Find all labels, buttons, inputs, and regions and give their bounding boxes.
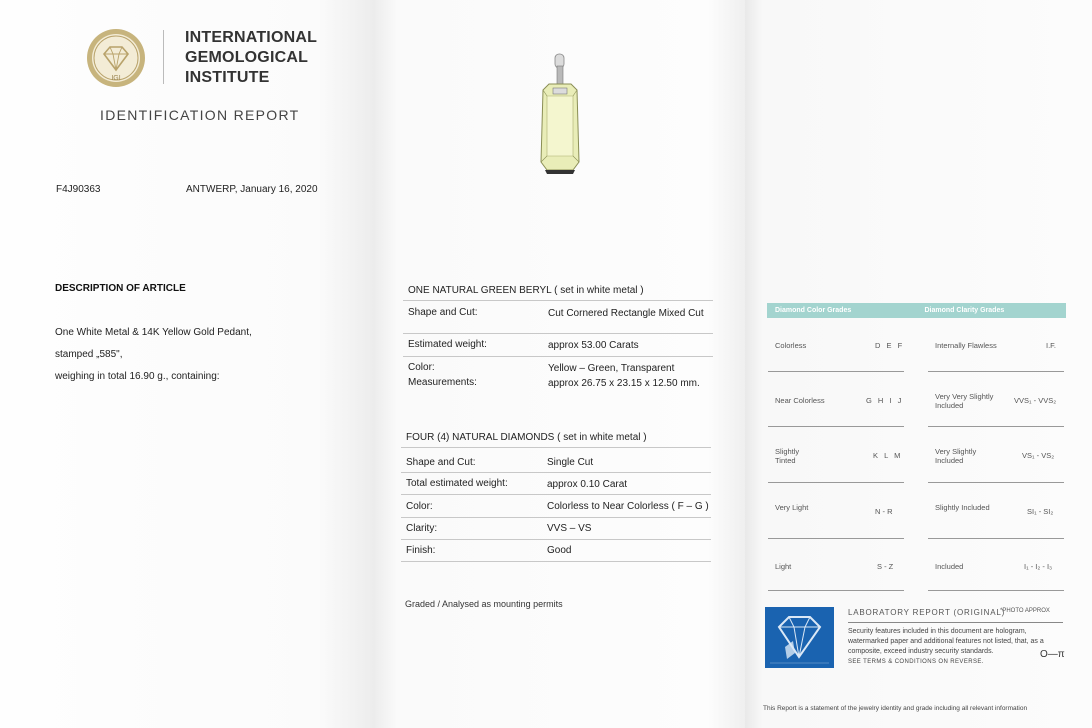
diamond-row-rule [401, 561, 711, 562]
diamonds-heading-rule [401, 447, 711, 448]
diamonds-heading: FOUR (4) NATURAL DIAMONDS ( set in white metal ) [406, 432, 647, 443]
beryl-row-rule [403, 356, 713, 357]
institute-name-line-1: INTERNATIONAL [185, 29, 318, 46]
igi-diamond-logo [765, 607, 834, 668]
color-grade-name: Colorless [775, 341, 807, 350]
article-line-1: One White Metal & 14K Yellow Gold Pedant, [55, 327, 252, 338]
grade-row-rule [768, 538, 904, 539]
institute-name-line-3: INSTITUTE [185, 69, 270, 86]
beryl-measure-value: approx 26.75 x 23.15 x 12.50 mm. [548, 378, 700, 389]
institute-name [185, 28, 345, 88]
graded-note: Graded / Analysed as mounting permits [405, 599, 563, 609]
grade-row-rule [928, 538, 1064, 539]
clarity-grade-letters: I.F. [1046, 341, 1057, 350]
beryl-color-label: Color: [408, 362, 435, 373]
color-grade-letters: K L M [873, 451, 903, 460]
diamond-row-rule [401, 517, 711, 518]
beryl-color-value: Yellow – Green, Transparent [548, 363, 675, 374]
key-icon: O—π [1040, 649, 1065, 660]
article-heading: DESCRIPTION OF ARTICLE [55, 283, 186, 294]
diamond-shape-label: Shape and Cut: [406, 457, 476, 468]
color-grade-letters: D E F [875, 341, 905, 350]
diamond-finish-label: Finish: [406, 545, 436, 556]
diamond-clarity-value: VVS – VS [547, 523, 592, 534]
pendant-photo [535, 52, 585, 182]
beryl-weight-value: approx 53.00 Carats [548, 340, 639, 351]
color-grades-header: Diamond Color Grades [775, 307, 852, 314]
grade-row-rule [928, 590, 1064, 591]
institute-name-line-2: GEMOLOGICAL [185, 49, 309, 66]
article-line-2: stamped „585", [55, 349, 123, 360]
color-grade-letters: G H I J [866, 396, 904, 405]
diamond-color-value: Colorless to Near Colorless ( F – G ) [547, 501, 709, 512]
grade-row-rule [928, 371, 1064, 372]
diamond-row-rule [401, 494, 711, 495]
grade-row-rule [928, 426, 1064, 427]
clarity-grade-name: Internally Flawless [935, 341, 997, 350]
color-grade-letters: N - R [875, 507, 893, 516]
diamond-row-rule [401, 539, 711, 540]
grades-table [767, 303, 1066, 318]
seal-text: IGI [111, 75, 121, 82]
color-grade-name: Very Light [775, 503, 809, 512]
color-grade-name: Light [775, 562, 792, 571]
clarity-grade-letters: SI₁ - SI₂ [1027, 507, 1054, 516]
color-grade-name: Slightly Tinted [775, 447, 800, 465]
color-grade-name: Near Colorless [775, 396, 825, 405]
beryl-heading-rule [403, 300, 713, 301]
lab-report-title: LABORATORY REPORT (ORIGINAL) [848, 608, 1006, 617]
grades-table-header [767, 303, 1066, 318]
beryl-weight-label: Estimated weight: [408, 339, 487, 350]
article-line-3: weighing in total 16.90 g., containing: [55, 371, 220, 382]
grade-row-rule [768, 371, 904, 372]
diamond-shape-value: Single Cut [547, 457, 594, 468]
clarity-grade-letters: VVS₁ - VVS₂ [1014, 396, 1057, 405]
diamond-color-label: Color: [406, 501, 433, 512]
beryl-row-rule [403, 333, 713, 334]
color-grade-letters: S - Z [877, 562, 894, 571]
grade-row-rule [928, 482, 1064, 483]
photo-approx-note: *PHOTO APPROX [1000, 608, 1050, 614]
lab-title-rule [848, 622, 1063, 623]
report-place-date: ANTWERP, January 16, 2020 [186, 184, 318, 195]
beryl-measure-label: Measurements: [408, 377, 477, 388]
clarity-grade-name: Very Slightly Included [935, 447, 977, 465]
beryl-heading: ONE NATURAL GREEN BERYL ( set in white metal ) [408, 285, 644, 296]
diamond-clarity-label: Clarity: [406, 523, 438, 534]
igi-seal-icon [86, 28, 146, 88]
clarity-grades-header: Diamond Clarity Grades [924, 307, 1005, 314]
clarity-grade-name: Included [935, 562, 964, 571]
diamond-row-rule [401, 472, 711, 473]
header-divider [163, 30, 164, 84]
report-title: IDENTIFICATION REPORT [100, 107, 300, 123]
security-text [848, 627, 1065, 667]
diamond-finish-value: Good [547, 545, 572, 556]
beryl-shape-value: Cut Cornered Rectangle Mixed Cut [548, 308, 704, 319]
diamond-weight-label: Total estimated weight: [406, 478, 508, 489]
report-number: F4J90363 [56, 184, 101, 195]
grade-row-rule [768, 590, 904, 591]
clarity-grade-name: Very Very Slightly Included [935, 392, 994, 410]
diamond-weight-value: approx 0.10 Carat [547, 479, 628, 490]
report-statement: This Report is a statement of the jewelry identity and grade including all relevant information [763, 705, 1028, 712]
grade-row-rule [768, 426, 904, 427]
clarity-grade-letters: I₁ - I₂ - I₃ [1024, 562, 1053, 571]
clarity-grade-letters: VS₁ - VS₂ [1022, 451, 1055, 460]
security-features-text: Security features included in this document are hologram, watermarked paper and additional features not listed, that, as a composite, exceed industry security standards. [848, 628, 1044, 655]
terms-link: SEE TERMS & CONDITIONS ON REVERSE. [848, 659, 984, 665]
grade-row-rule [768, 482, 904, 483]
clarity-grade-name: Slightly Included [935, 503, 990, 512]
beryl-shape-label: Shape and Cut: [408, 307, 478, 318]
